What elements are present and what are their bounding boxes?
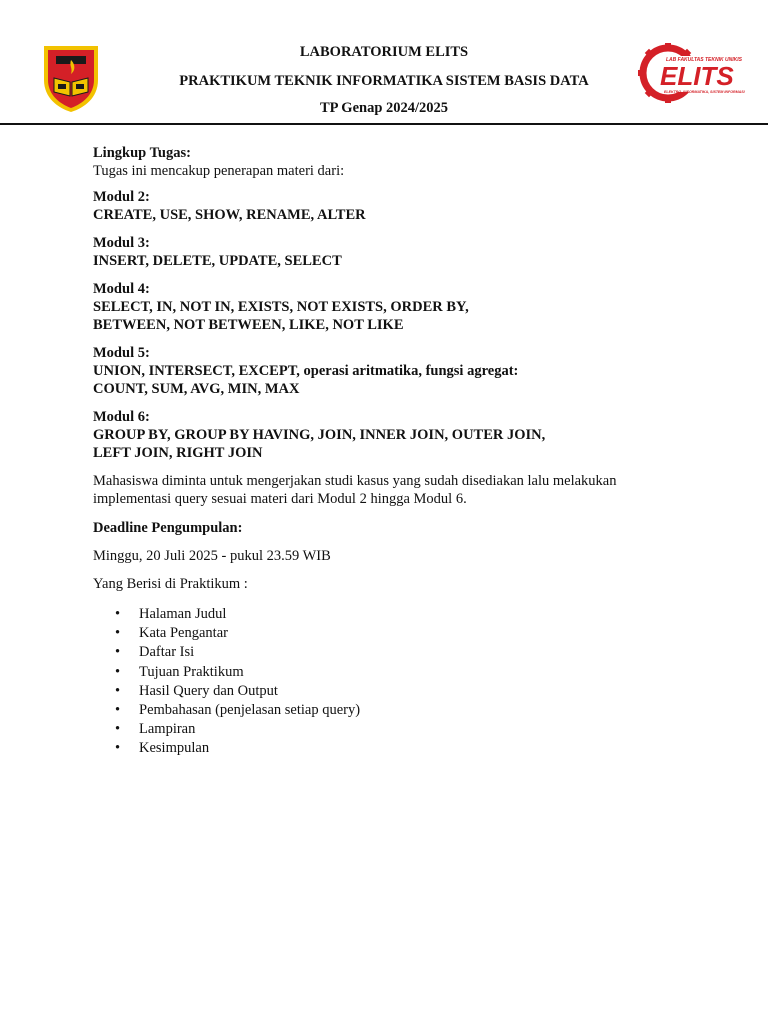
list-item-label: Kesimpulan <box>139 740 210 757</box>
academic-year: TP Genap 2024/2025 <box>319 100 449 116</box>
document-header <box>0 0 768 124</box>
description-line: implementasi query sesuai materi dari Modul 2 hingga Modul 6. <box>93 491 467 507</box>
university-crest-logo <box>42 42 100 114</box>
list-item-label: Halaman Judul <box>139 606 227 622</box>
list-item <box>93 682 673 701</box>
module-3 <box>93 234 673 270</box>
list-item <box>93 663 673 682</box>
elits-logo-sub-text: ELEKTRO, INFORMATIKA, SISTEM INFORMASI <box>664 90 745 94</box>
module-title: Modul 5: <box>93 345 150 361</box>
module-title: Modul 6: <box>93 409 150 425</box>
contents-title: Yang Berisi di Praktikum : <box>93 576 248 592</box>
elits-logo-top-text: LAB FAKULTAS TEKNIK UNIKIS <box>666 57 742 63</box>
document-body <box>93 144 673 759</box>
list-item-label: Tujuan Praktikum <box>139 663 244 680</box>
module-topics: INSERT, DELETE, UPDATE, SELECT <box>93 253 342 269</box>
bullet-icon: • <box>115 721 121 738</box>
scope-intro: Tugas ini mencakup penerapan materi dari: <box>93 163 345 179</box>
list-item-label: Pembahasan (penjelasan setiap query) <box>139 702 361 719</box>
scope-description <box>93 472 673 508</box>
deadline-title: Deadline Pengumpulan: <box>93 520 243 536</box>
list-item-label: Kata Pengantar <box>139 625 228 642</box>
bullet-icon: • <box>115 740 121 757</box>
list-item <box>93 605 673 624</box>
module-title: Modul 3: <box>93 235 150 251</box>
header-divider <box>0 123 768 125</box>
list-item-label: Daftar Isi <box>139 644 195 661</box>
module-topics: UNION, INTERSECT, EXCEPT, operasi aritmatika, fungsi agregat: <box>93 363 519 379</box>
bullet-icon: • <box>115 644 121 661</box>
module-title: Modul 4: <box>93 281 150 297</box>
module-topics: GROUP BY, GROUP BY HAVING, JOIN, INNER JOIN, OUTER JOIN, <box>93 427 546 443</box>
list-item <box>93 720 673 739</box>
module-topics: SELECT, IN, NOT IN, EXISTS, NOT EXISTS, ORDER BY, <box>93 299 469 315</box>
module-topics: CREATE, USE, SHOW, RENAME, ALTER <box>93 207 366 223</box>
contents-list <box>93 605 673 759</box>
bullet-icon: • <box>115 682 121 699</box>
description-line: Mahasiswa diminta untuk mengerjakan studi kasus yang sudah disediakan lalu melakukan <box>93 473 617 489</box>
list-item <box>93 739 673 758</box>
module-topics: COUNT, SUM, AVG, MIN, MAX <box>93 381 300 397</box>
module-6 <box>93 408 673 462</box>
list-item <box>93 701 673 720</box>
elits-logo-brand: ELITS <box>660 61 734 91</box>
module-4 <box>93 280 673 334</box>
module-5 <box>93 344 673 398</box>
list-item-label: Hasil Query dan Output <box>139 682 278 699</box>
module-2 <box>93 188 673 224</box>
list-item <box>93 624 673 643</box>
list-item-label: Lampiran <box>139 721 196 738</box>
module-topics: BETWEEN, NOT BETWEEN, LIKE, NOT LIKE <box>93 317 404 333</box>
elits-logo <box>638 42 748 104</box>
module-topics: LEFT JOIN, RIGHT JOIN <box>93 445 263 461</box>
bullet-icon: • <box>115 625 121 642</box>
bullet-icon: • <box>115 663 121 680</box>
deadline-value: Minggu, 20 Juli 2025 - pukul 23.59 WIB <box>93 548 331 564</box>
course-title: PRAKTIKUM TEKNIK INFORMATIKA SISTEM BASIS DATA <box>179 73 589 89</box>
bullet-icon: • <box>115 606 121 622</box>
module-title: Modul 2: <box>93 189 150 205</box>
scope-title: Lingkup Tugas: <box>93 145 191 161</box>
bullet-icon: • <box>115 702 121 719</box>
lab-title: LABORATORIUM ELITS <box>299 44 469 60</box>
list-item <box>93 643 673 662</box>
